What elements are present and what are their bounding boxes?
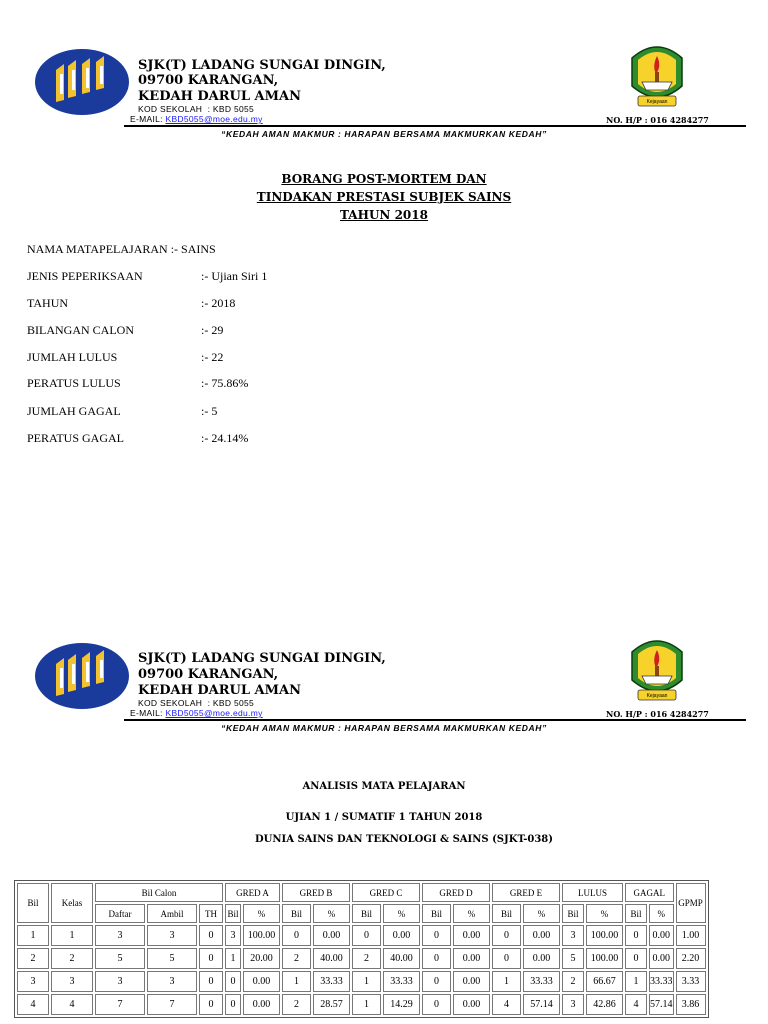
table-cell: 100.00 [586,948,623,969]
table-cell: 1 [352,971,381,992]
school-address: 09700 KARANGAN, [138,667,279,682]
table-cell: 1 [492,971,521,992]
table-cell: 0 [492,925,521,946]
table-row [17,971,706,992]
table-cell: 0.00 [313,925,350,946]
table-cell: 20.00 [243,948,280,969]
table-cell: 3 [17,971,49,992]
table-cell: 2 [352,948,381,969]
col-e-bil: Bil [492,904,521,923]
table-cell: 0 [625,925,647,946]
table-cell: 4 [625,994,647,1015]
table-cell: 0 [199,925,223,946]
table-cell: 33.33 [523,971,560,992]
col-gred-a: GRED A [225,883,280,902]
table-header-row-2 [17,904,706,923]
email-link[interactable]: KBD5055@moe.edu.my [165,708,263,718]
table-cell: 0 [199,994,223,1015]
col-d-pct: % [453,904,490,923]
table-cell: 0.00 [243,994,280,1015]
field-pass-pct-value: :- 75.86% [201,376,249,390]
table-row [17,994,706,1015]
school-code-label: KOD SEKOLAH [138,104,203,114]
table-cell: 3.33 [676,971,706,992]
col-ambil: Ambil [147,904,197,923]
phone-number: NO. H/P : 016 4284277 [606,115,709,125]
field-failed-value: :- 5 [201,404,218,418]
table-cell: 33.33 [383,971,420,992]
analysis-subject: DUNIA SAINS DAN TEKNOLOGI & SAINS (SJKT-038) [255,834,553,845]
table-cell: 0.00 [523,948,560,969]
field-candidates-value: :- 29 [201,323,224,337]
table-cell: 3 [562,994,584,1015]
crest-ribbon-text: Kejayaan [646,693,668,699]
header-divider [124,719,746,721]
school-crest-icon [626,38,688,112]
table-cell: 0.00 [523,925,560,946]
table-cell: 0 [422,948,451,969]
col-gred-e: GRED E [492,883,560,902]
table-cell: 0 [352,925,381,946]
table-cell: 100.00 [586,925,623,946]
form-title-line-3: TAHUN 2018 [340,208,428,222]
col-c-pct: % [383,904,420,923]
field-pass-pct-label: PERATUS LULUS [27,376,121,390]
table-cell: 0.00 [453,925,490,946]
table-cell: 5 [95,948,145,969]
col-gpmp: GPMP [676,883,706,923]
ministry-logo [34,642,130,710]
table-cell: 0.00 [453,948,490,969]
school-code [138,698,254,708]
motto: “KEDAH AMAN MAKMUR : HARAPAN BERSAMA MAKMURKAN KEDAH” [221,723,547,733]
table-cell: 57.14 [649,994,674,1015]
col-a-bil: Bil [225,904,241,923]
table-cell: 7 [147,994,197,1015]
table-cell: 33.33 [649,971,674,992]
table-cell: 4 [17,994,49,1015]
table-cell: 3 [147,925,197,946]
col-gred-c: GRED C [352,883,420,902]
table-row [17,925,706,946]
form-title-line-2: TINDAKAN PRESTASI SUBJEK SAINS [256,190,512,204]
table-cell: 0 [422,994,451,1015]
school-address: 09700 KARANGAN, [138,73,279,88]
table-cell: 0 [199,971,223,992]
header-divider [124,125,746,127]
table-cell: 2 [282,948,311,969]
col-a-pct: % [243,904,280,923]
school-state: KEDAH DARUL AMAN [138,89,301,104]
table-cell: 4 [51,994,93,1015]
col-d-bil: Bil [422,904,451,923]
table-cell: 3 [95,925,145,946]
col-gagal-bil: Bil [625,904,647,923]
school-name: SJK(T) LADANG SUNGAI DINGIN, [138,58,386,73]
school-name: SJK(T) LADANG SUNGAI DINGIN, [138,651,386,666]
email-label: E-MAIL: [130,708,166,718]
table-cell: 3.86 [676,994,706,1015]
table-cell: 4 [492,994,521,1015]
table-cell: 40.00 [313,948,350,969]
results-table-body [17,925,706,1015]
table-cell: 1 [225,948,241,969]
email-line [130,114,263,124]
crest-ribbon-text: Kejayaan [646,99,668,105]
table-cell: 3 [562,925,584,946]
ministry-logo [34,48,130,116]
col-c-bil: Bil [352,904,381,923]
table-cell: 1 [352,994,381,1015]
table-cell: 0.00 [383,925,420,946]
table-cell: 0 [225,971,241,992]
field-fail-pct-value: :- 24.14% [201,431,249,445]
col-e-pct: % [523,904,560,923]
table-cell: 100.00 [243,925,280,946]
table-cell: 1.00 [676,925,706,946]
school-code-value: : KBD 5055 [207,698,255,708]
phone-number: NO. H/P : 016 4284277 [606,709,709,719]
analysis-title: ANALISIS MATA PELAJARAN [302,781,466,792]
table-cell: 1 [282,971,311,992]
col-daftar: Daftar [95,904,145,923]
table-cell: 3 [225,925,241,946]
table-row [17,948,706,969]
field-failed-label: JUMLAH GAGAL [27,404,121,418]
col-kelas: Kelas [51,883,93,923]
analysis-subtitle: UJIAN 1 / SUMATIF 1 TAHUN 2018 [285,812,483,823]
field-year-label: TAHUN [27,296,69,310]
col-lulus: LULUS [562,883,623,902]
col-gagal-pct: % [649,904,674,923]
field-fail-pct-label: PERATUS GAGAL [27,431,125,445]
field-subject: NAMA MATAPELAJARAN :- SAINS [27,242,216,256]
school-code-label: KOD SEKOLAH [138,698,203,708]
table-cell: 0.00 [453,994,490,1015]
field-year-value: :- 2018 [201,296,236,310]
table-cell: 0.00 [243,971,280,992]
field-exam-type-label: JENIS PEPERIKSAAN [27,269,143,283]
table-cell: 2 [562,971,584,992]
col-b-bil: Bil [282,904,311,923]
school-crest-icon [626,632,688,706]
table-cell: 66.67 [586,971,623,992]
col-b-pct: % [313,904,350,923]
field-passed-value: :- 22 [201,350,224,364]
table-cell: 42.86 [586,994,623,1015]
col-lulus-pct: % [586,904,623,923]
table-cell: 2 [51,948,93,969]
email-label: E-MAIL: [130,114,166,124]
table-cell: 2 [282,994,311,1015]
table-cell: 0.00 [649,948,674,969]
table-cell: 2.20 [676,948,706,969]
col-bil: Bil [17,883,49,923]
col-lulus-bil: Bil [562,904,584,923]
email-link[interactable]: KBD5055@moe.edu.my [165,114,263,124]
col-gred-b: GRED B [282,883,350,902]
table-cell: 5 [562,948,584,969]
col-gred-d: GRED D [422,883,490,902]
table-cell: 0 [625,948,647,969]
field-passed-label: JUMLAH LULUS [27,350,118,364]
motto: “KEDAH AMAN MAKMUR : HARAPAN BERSAMA MAKMURKAN KEDAH” [221,129,547,139]
table-cell: 0 [282,925,311,946]
table-header-row-1 [17,883,706,902]
table-cell: 1 [17,925,49,946]
table-cell: 28.57 [313,994,350,1015]
table-cell: 3 [147,971,197,992]
table-cell: 14.29 [383,994,420,1015]
table-cell: 5 [147,948,197,969]
table-cell: 0 [422,971,451,992]
table-cell: 0.00 [649,925,674,946]
field-exam-type-value: :- Ujian Siri 1 [201,269,268,283]
form-title-line-1: BORANG POST-MORTEM DAN [281,172,487,186]
table-cell: 57.14 [523,994,560,1015]
table-cell: 3 [95,971,145,992]
table-cell: 0 [225,994,241,1015]
table-cell: 3 [51,971,93,992]
school-code-value: : KBD 5055 [207,104,255,114]
table-cell: 1 [625,971,647,992]
table-cell: 2 [17,948,49,969]
table-cell: 33.33 [313,971,350,992]
table-cell: 0 [422,925,451,946]
table-cell: 7 [95,994,145,1015]
table-cell: 0 [199,948,223,969]
table-cell: 0.00 [453,971,490,992]
table-cell: 0 [492,948,521,969]
table-cell: 40.00 [383,948,420,969]
col-gagal: GAGAL [625,883,674,902]
col-th: TH [199,904,223,923]
school-state: KEDAH DARUL AMAN [138,683,301,698]
email-line [130,708,263,718]
col-bil-calon: Bil Calon [95,883,223,902]
school-code [138,104,254,114]
field-candidates-label: BILANGAN CALON [27,323,134,337]
table-cell: 1 [51,925,93,946]
results-table [14,880,709,1018]
